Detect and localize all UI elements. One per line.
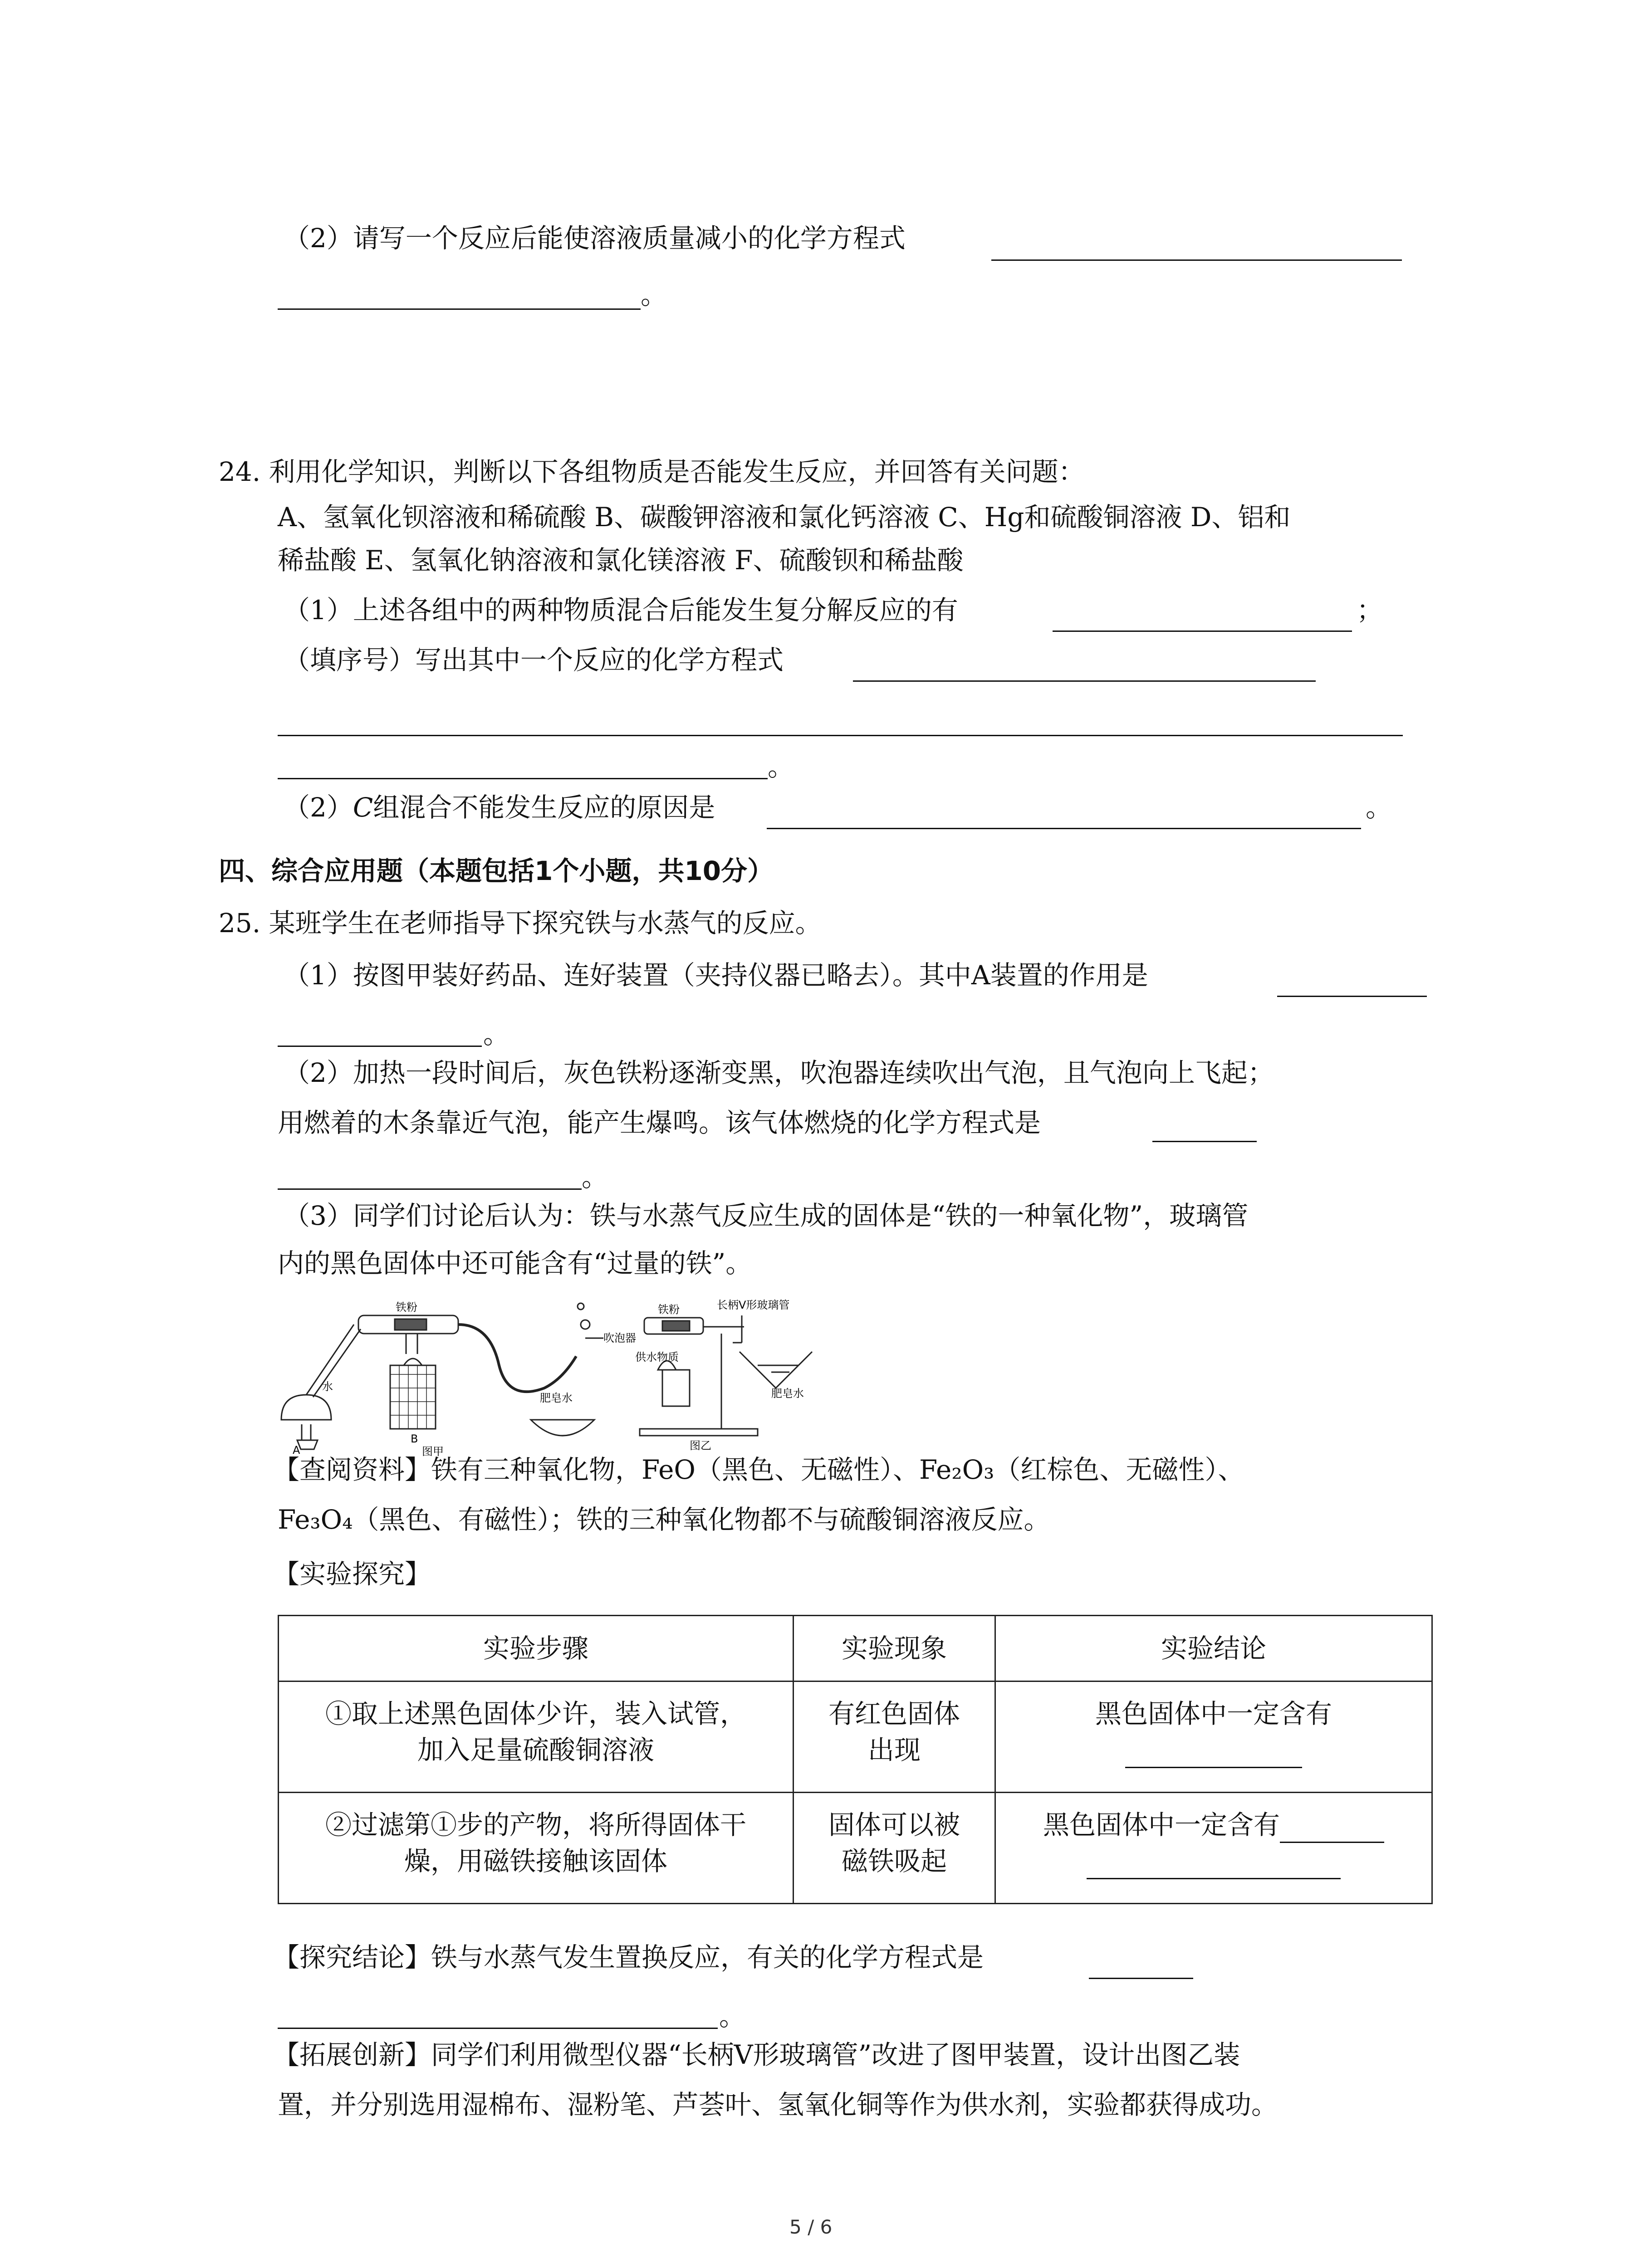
table-cell-step: ②过滤第①步的产物，将所得固体干 燥，用磁铁接触该固体 [279, 1793, 794, 1904]
fig-jia-B-label: B [411, 1432, 418, 1445]
reference-label: 【查阅资料】 [273, 1454, 431, 1485]
fig-jia-blower-label: 吹泡器 [603, 1332, 636, 1344]
q25-part1-blank-2[interactable] [278, 1046, 482, 1047]
page-number: 5 / 6 [789, 2216, 833, 2238]
q25-part1-text: （1）按图甲装好药品、连好装置（夹持仪器已略去）。其中A装置的作用是 [284, 960, 1148, 991]
reference-text1: 铁有三种氧化物，FeO（黑色、无磁性）、Fe₂O₃（红棕色、无磁性）、 [431, 1454, 1244, 1485]
q25-part2-blank-1[interactable] [1152, 1141, 1257, 1142]
q23-answer-blank-2[interactable] [278, 308, 641, 310]
fig-yi-caption: 图乙 [690, 1439, 711, 1452]
table-cell-conclusion: 黑色固体中一定含有 [995, 1793, 1432, 1904]
table-header-steps: 实验步骤 [279, 1616, 794, 1681]
q24-equation-blank-1[interactable] [853, 680, 1316, 682]
table-cell-step: ①取上述黑色固体少许，装入试管， 加入足量硫酸铜溶液 [279, 1681, 794, 1793]
q25-stem: 25. 某班学生在老师指导下探究铁与水蒸气的反应。 [219, 908, 822, 938]
q23-period: 。 [641, 279, 667, 310]
q25-extend-line2: 置，并分别选用湿棉布、湿粉笔、芦荟叶、氢氧化铜等作为供水剂，实验都获得成功。 [278, 2089, 1278, 2120]
q23-part2-text: （2）请写一个反应后能使溶液质量减小的化学方程式 [284, 223, 906, 254]
q25-part3-line2: 内的黑色固体中还可能含有“过量的铁”。 [278, 1248, 752, 1279]
fig-jia-water-label: 水 [322, 1380, 333, 1393]
fig-yi-vtube-label: 长柄V形玻璃管 [717, 1299, 790, 1311]
q24-part1-text: （1）上述各组中的两种物质混合后能发生复分解反应的有 [284, 595, 958, 626]
fig-jia-soapywater-label: 肥皂水 [540, 1392, 573, 1404]
q24-equation-blank-2[interactable] [278, 735, 1403, 736]
table-cell-phenomenon: 有红色固体 出现 [794, 1681, 995, 1793]
q24-part1-semicolon: ； [1357, 595, 1383, 626]
q25-part2-blank-2[interactable] [278, 1188, 582, 1190]
q24-options-line2: 稀盐酸 E、氢氧化钠溶液和氯化镁溶液 F、硫酸钡和稀盐酸 [278, 545, 964, 576]
table-header-conclusion: 实验结论 [995, 1616, 1432, 1681]
q25-conclusion-line [273, 1939, 984, 1975]
q25-part2-line1: （2）加热一段时间后，灰色铁粉逐渐变黑，吹泡器连续吹出气泡，且气泡向上飞起； [284, 1057, 1274, 1088]
q24-part1-blank[interactable] [1053, 631, 1352, 632]
extend-text1: 同学们利用微型仪器“长柄V形玻璃管”改进了图甲装置，设计出图乙装 [431, 2039, 1240, 2070]
table-conclusion-blank-2a[interactable] [1280, 1814, 1384, 1843]
q25-explore-label: 【实验探究】 [273, 1559, 431, 1589]
fig-yi-ironpowder-label: 铁粉 [658, 1303, 680, 1316]
q25-part1-blank-1[interactable] [1277, 996, 1427, 997]
conclusion-label: 【探究结论】 [273, 1942, 431, 1973]
q25-conclusion-blank-2[interactable] [278, 2028, 718, 2029]
q24-part2-blank[interactable] [767, 828, 1361, 829]
table-header-phenomena: 实验现象 [794, 1616, 995, 1681]
table-conclusion-blank-1[interactable] [1125, 1740, 1302, 1768]
fig-jia-A-label: A [293, 1444, 300, 1456]
q24-part2-period: 。 [1366, 792, 1392, 823]
conclusion-text: 铁与水蒸气发生置换反应，有关的化学方程式是 [431, 1942, 984, 1973]
apparatus-figure [268, 1284, 826, 1456]
fig-jia-caption: 图甲 [422, 1445, 444, 1456]
q25-reference-line2: Fe₃O₄（黑色、有磁性）；铁的三种氧化物都不与硫酸铜溶液反应。 [278, 1504, 1050, 1535]
table-row [279, 1793, 1432, 1904]
table-cell-conclusion: 黑色固体中一定含有 [995, 1681, 1432, 1793]
q24-equation-blank-3[interactable] [278, 778, 768, 779]
fig-jia-ironpowder-label: 铁粉 [396, 1301, 417, 1314]
q23-answer-blank-1[interactable] [991, 259, 1402, 261]
extend-label: 【拓展创新】 [273, 2039, 431, 2070]
q25-reference-line1 [273, 1452, 1244, 1488]
fig-yi-soapywater-label: 肥皂水 [771, 1387, 804, 1400]
table-cell-phenomenon: 固体可以被 磁铁吸起 [794, 1793, 995, 1904]
table-header-row [279, 1616, 1432, 1681]
q25-part3-line1: （3）同学们讨论后认为：铁与水蒸气反应生成的固体是“铁的一种氧化物”，玻璃管 [284, 1200, 1249, 1231]
table-row [279, 1681, 1432, 1793]
q24-stem: 24. 利用化学知识，判断以下各组物质是否能发生反应，并回答有关问题： [219, 456, 1085, 487]
q24-part2-text: （2）C组混合不能发生反应的原因是 [284, 792, 715, 823]
q25-part2-period: 。 [582, 1162, 608, 1193]
table-conclusion-blank-2b[interactable] [1087, 1851, 1341, 1879]
q24-part1-period: 。 [768, 751, 794, 782]
q25-conclusion-period: 。 [719, 2001, 746, 2032]
q25-extend-line1 [273, 2037, 1240, 2073]
q24-part1b-text: （填序号）写出其中一个反应的化学方程式 [284, 645, 784, 675]
q25-part2-line2: 用燃着的木条靠近气泡，能产生爆鸣。该气体燃烧的化学方程式是 [278, 1107, 1041, 1138]
q24-options-line1: A、氢氧化钡溶液和稀硫酸 B、碳酸钾溶液和氯化钙溶液 C、Hg和硫酸铜溶液 D、铝和 [278, 502, 1291, 533]
q25-part1-period: 。 [483, 1019, 510, 1050]
section4-heading: 四、综合应用题（本题包括1个小题，共10分） [219, 855, 774, 886]
q25-conclusion-blank-1[interactable] [1089, 1978, 1193, 1979]
experiment-table [278, 1615, 1433, 1904]
fig-yi-watersource-label: 供水物质 [635, 1351, 679, 1364]
